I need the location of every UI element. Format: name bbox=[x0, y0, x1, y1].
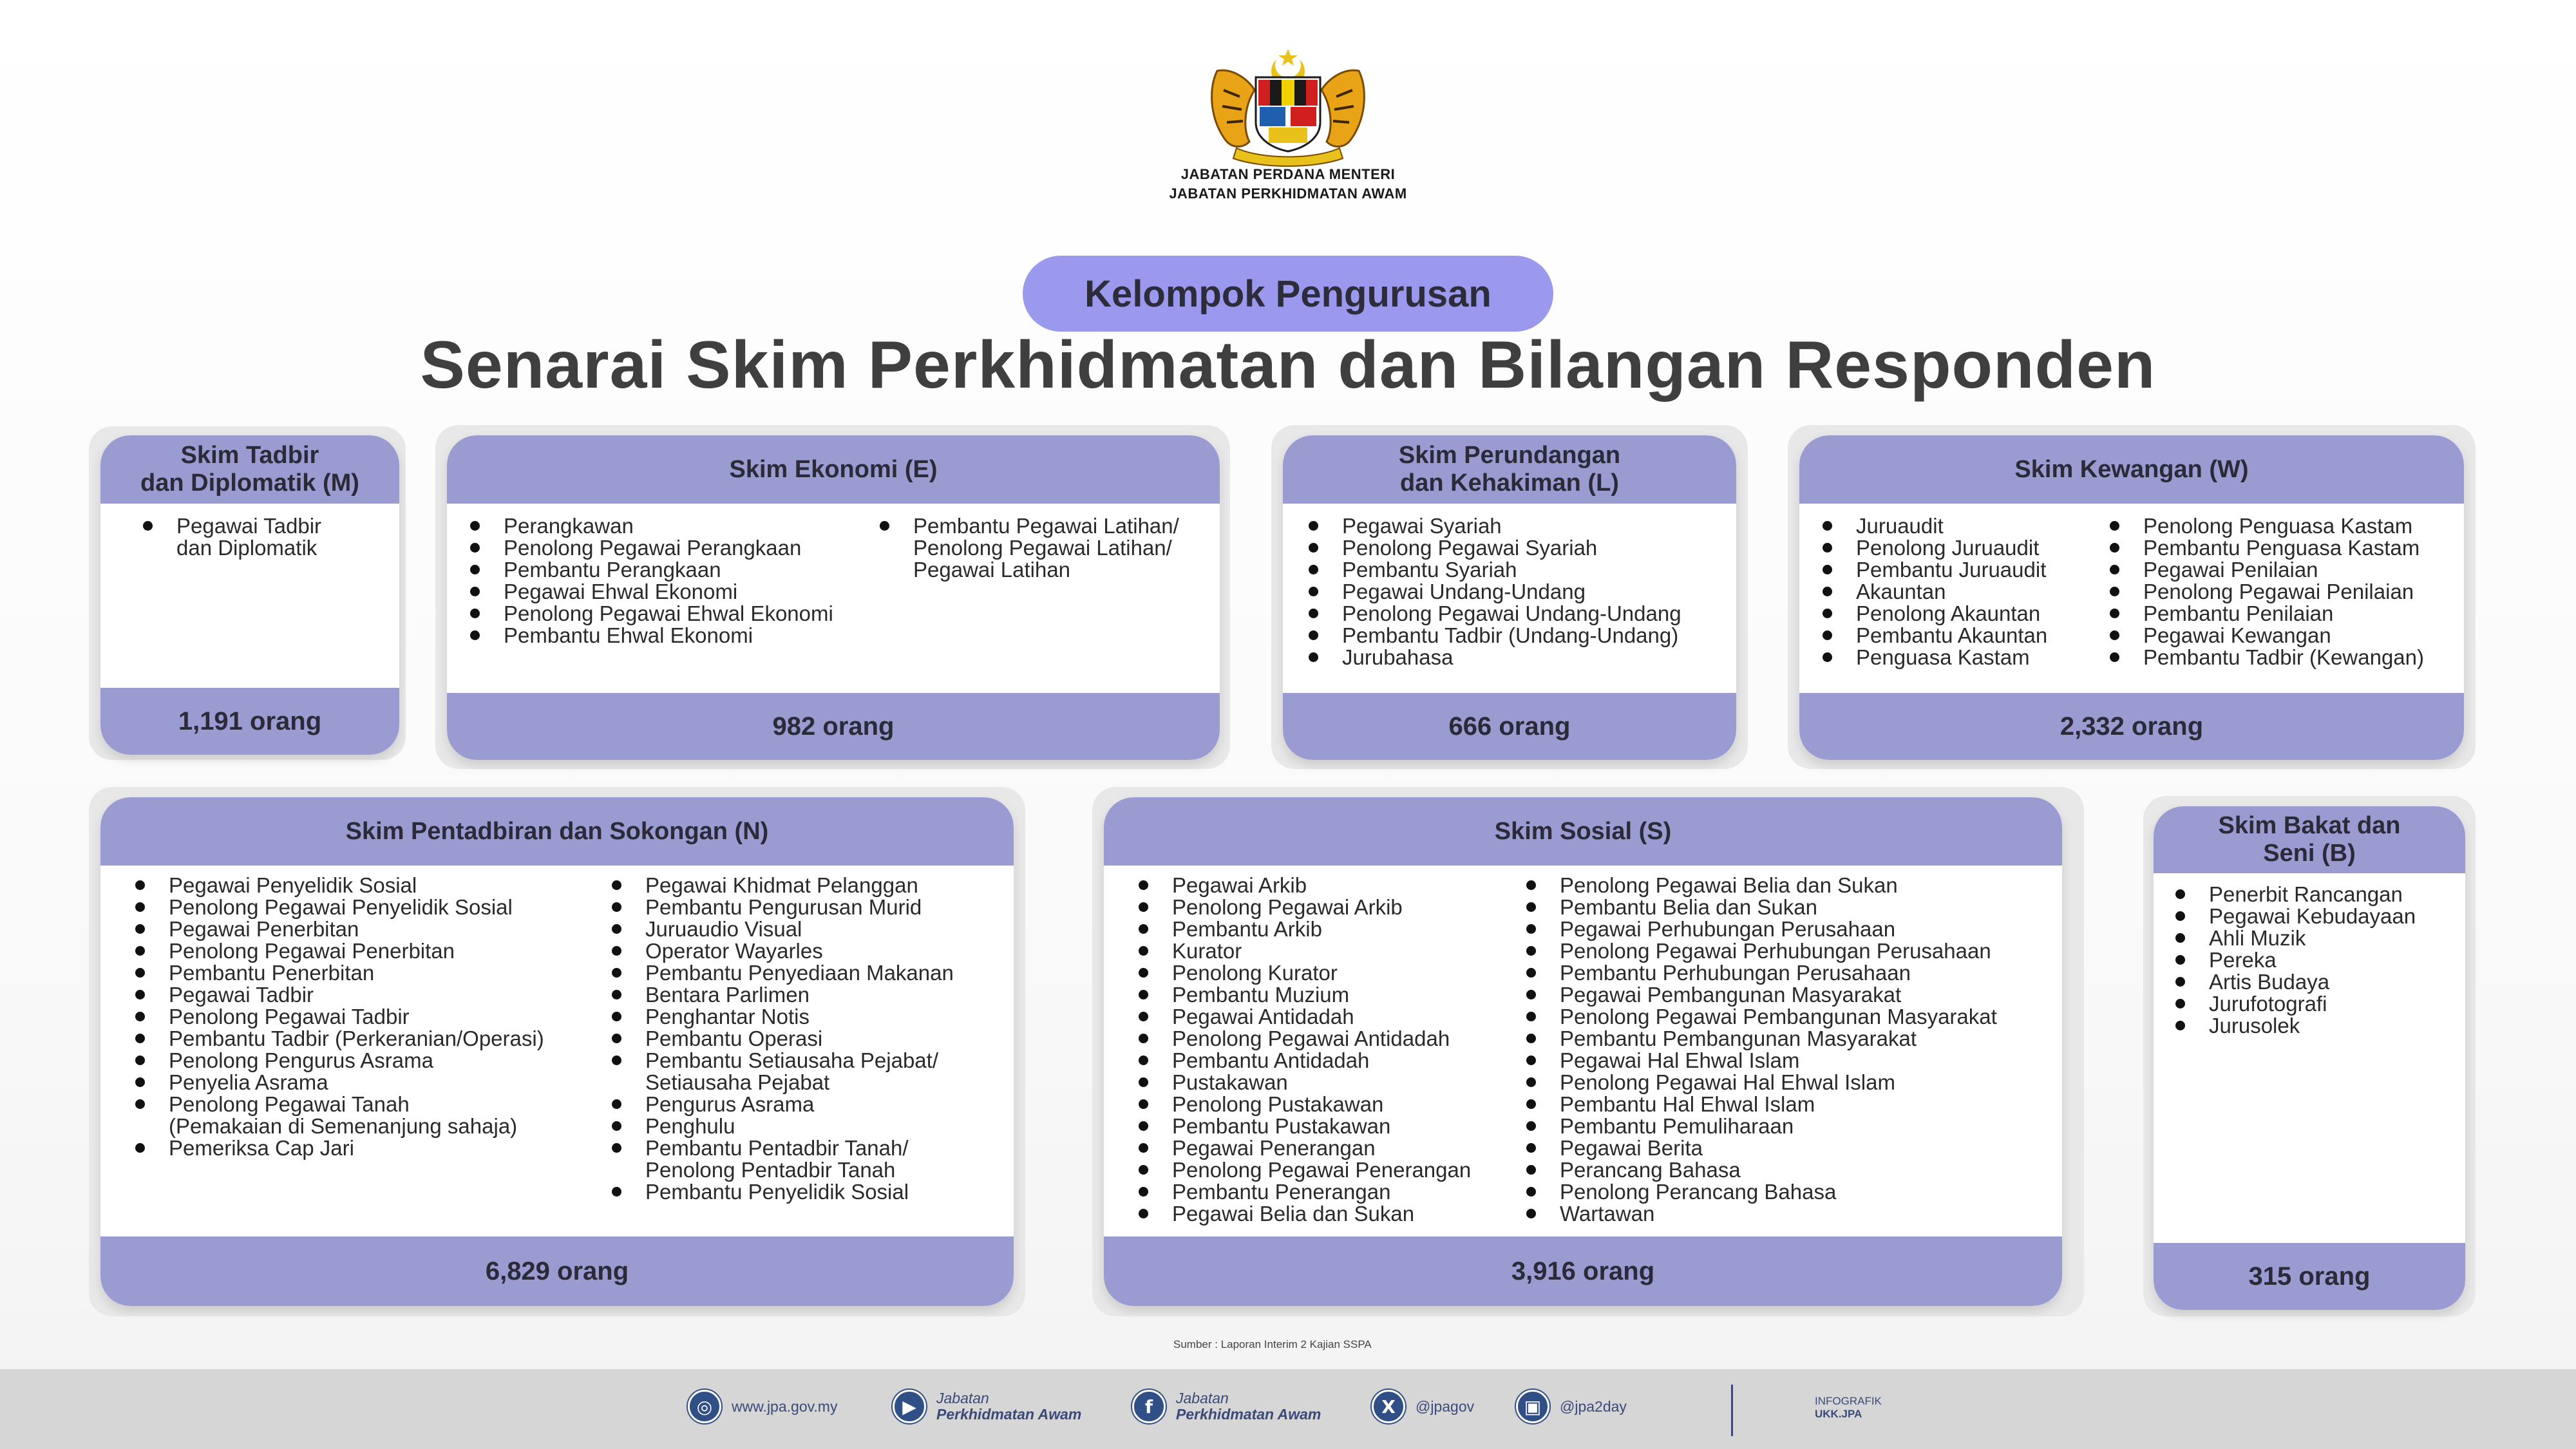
list-item: Penolong Pegawai Syariah bbox=[1306, 537, 1681, 559]
list-item: Pembantu Penyelidik Sosial bbox=[609, 1181, 954, 1203]
page-title: Senarai Skim Perkhidmatan dan Bilangan Responden bbox=[420, 328, 2156, 402]
list-item: Penolong Pegawai Tanah (Pemakaian di Semenanjung sahaja) bbox=[133, 1094, 544, 1137]
list-item: Pembantu Perangkaan bbox=[468, 559, 833, 581]
globe-icon: ◎ bbox=[688, 1390, 721, 1423]
list-item: Wartawan bbox=[1524, 1203, 1997, 1225]
list-item: Pembantu Tadbir (Perkeranian/Operasi) bbox=[133, 1028, 544, 1050]
card-l-list-col1 bbox=[1306, 515, 1681, 668]
list-item: Penolong Pegawai Arkib bbox=[1136, 896, 1471, 918]
card-s-title: Skim Sosial (S) bbox=[1104, 797, 2062, 866]
list-item: Pegawai Perhubungan Perusahaan bbox=[1524, 918, 1997, 940]
list-item: Penghantar Notis bbox=[609, 1006, 954, 1028]
list-item: Pegawai Khidmat Pelanggan bbox=[609, 875, 954, 896]
card-w-title: Skim Kewangan (W) bbox=[1799, 435, 2464, 504]
list-item: Penolong Pegawai Antidadah bbox=[1136, 1028, 1471, 1050]
card-n-count: 6,829 orang bbox=[100, 1236, 1014, 1306]
card-skim-w bbox=[1799, 435, 2464, 760]
list-item: Penerbit Rancangan bbox=[2173, 884, 2416, 905]
list-item: Pembantu Syariah bbox=[1306, 559, 1681, 581]
list-item: Pegawai Tadbir dan Diplomatik bbox=[140, 515, 321, 559]
list-item: Perangkawan bbox=[468, 515, 833, 537]
card-e-list-col1 bbox=[468, 515, 833, 647]
list-item: Pembantu Pembangunan Masyarakat bbox=[1524, 1028, 1997, 1050]
list-item: Penolong Pegawai Undang-Undang bbox=[1306, 603, 1681, 625]
list-item: Pembantu Juruaudit bbox=[1820, 559, 2047, 581]
card-skim-m bbox=[100, 435, 399, 755]
card-s-list-col2 bbox=[1524, 875, 1997, 1225]
list-item: Pembantu Pegawai Latihan/ Penolong Pegawai Latihan/ Pegawai Latihan bbox=[877, 515, 1179, 581]
footer-instagram-link[interactable] bbox=[1516, 1387, 1627, 1426]
list-item: Pembantu Penilaian bbox=[2107, 603, 2424, 625]
list-item: Penguasa Kastam bbox=[1820, 647, 2047, 668]
card-skim-n bbox=[100, 797, 1014, 1306]
facebook-icon: f bbox=[1132, 1390, 1166, 1423]
footer-instagram-text: @jpa2day bbox=[1560, 1397, 1627, 1415]
list-item: Bentara Parlimen bbox=[609, 984, 954, 1006]
list-item: Perancang Bahasa bbox=[1524, 1159, 1997, 1181]
list-item: Penolong Pegawai Tadbir bbox=[133, 1006, 544, 1028]
list-item: Pengurus Asrama bbox=[609, 1094, 954, 1115]
footer-website-text: www.jpa.gov.my bbox=[732, 1397, 838, 1415]
list-item: Kurator bbox=[1136, 940, 1471, 962]
footer-youtube-text bbox=[936, 1390, 1081, 1423]
list-item: Pembantu Pustakawan bbox=[1136, 1115, 1471, 1137]
list-item: Pembantu Operasi bbox=[609, 1028, 954, 1050]
card-skim-s bbox=[1104, 797, 2062, 1306]
list-item: Pereka bbox=[2173, 949, 2416, 971]
footer-youtube-line2: Perkhidmatan Awam bbox=[936, 1406, 1082, 1423]
card-b-list-col1 bbox=[2173, 884, 2416, 1037]
card-m-count: 1,191 orang bbox=[100, 688, 399, 755]
list-item: Pembantu Akauntan bbox=[1820, 625, 2047, 647]
source-note: Sumber : Laporan Interim 2 Kajian SSPA bbox=[1173, 1338, 1372, 1350]
footer-facebook-link[interactable] bbox=[1132, 1387, 1321, 1426]
list-item: Pembantu Hal Ehwal Islam bbox=[1524, 1094, 1997, 1115]
list-item: Penolong Pegawai Penyelidik Sosial bbox=[133, 896, 544, 918]
card-b-count: 315 orang bbox=[2154, 1243, 2465, 1310]
list-item: Penolong Perancang Bahasa bbox=[1524, 1181, 1997, 1203]
list-item: Penolong Pegawai Penerbitan bbox=[133, 940, 544, 962]
x-icon: X bbox=[1372, 1390, 1405, 1423]
card-n-list-col2 bbox=[609, 875, 954, 1203]
footer-website-link[interactable] bbox=[688, 1387, 837, 1426]
list-item: Akauntan bbox=[1820, 581, 2047, 603]
list-item: Pegawai Undang-Undang bbox=[1306, 581, 1681, 603]
footer-info-line2: UKK.JPA bbox=[1815, 1408, 1862, 1420]
list-item: Pegawai Penyelidik Sosial bbox=[133, 875, 544, 896]
footer-x-link[interactable] bbox=[1372, 1387, 1474, 1426]
group-label-pill: Kelompok Pengurusan bbox=[1023, 256, 1553, 332]
list-item: Pegawai Ehwal Ekonomi bbox=[468, 581, 833, 603]
list-item: Pembantu Antidadah bbox=[1136, 1050, 1471, 1072]
list-item: Pemeriksa Cap Jari bbox=[133, 1137, 544, 1159]
footer-facebook-line2: Perkhidmatan Awam bbox=[1176, 1406, 1321, 1423]
list-item: Penolong Pengurus Asrama bbox=[133, 1050, 544, 1072]
card-w-list-col2 bbox=[2107, 515, 2424, 668]
list-item: Penolong Pegawai Belia dan Sukan bbox=[1524, 875, 1997, 896]
youtube-icon: ▶ bbox=[893, 1390, 926, 1423]
list-item: Pembantu Belia dan Sukan bbox=[1524, 896, 1997, 918]
list-item: Pustakawan bbox=[1136, 1072, 1471, 1094]
list-item: Jurufotografi bbox=[2173, 993, 2416, 1015]
card-m-title: Skim Tadbir dan Diplomatik (M) bbox=[100, 435, 399, 504]
card-skim-l bbox=[1283, 435, 1736, 760]
list-item: Juruaudio Visual bbox=[609, 918, 954, 940]
list-item: Pembantu Penguasa Kastam bbox=[2107, 537, 2424, 559]
list-item: Penolong Pegawai Penerangan bbox=[1136, 1159, 1471, 1181]
card-s-count: 3,916 orang bbox=[1104, 1236, 2062, 1306]
list-item: Pembantu Penyediaan Makanan bbox=[609, 962, 954, 984]
list-item: Pegawai Kebudayaan bbox=[2173, 905, 2416, 927]
list-item: Pembantu Setiausaha Pejabat/ Setiausaha Pejabat bbox=[609, 1050, 954, 1094]
card-b-title: Skim Bakat dan Seni (B) bbox=[2154, 806, 2465, 873]
list-item: Pegawai Arkib bbox=[1136, 875, 1471, 896]
card-n-title: Skim Pentadbiran dan Sokongan (N) bbox=[100, 797, 1014, 866]
list-item: Ahli Muzik bbox=[2173, 927, 2416, 949]
footer-facebook-text bbox=[1176, 1390, 1321, 1423]
list-item: Jurusolek bbox=[2173, 1015, 2416, 1037]
list-item: Pegawai Belia dan Sukan bbox=[1136, 1203, 1471, 1225]
agency-name-line-2: JABATAN PERKHIDMATAN AWAM bbox=[1169, 185, 1407, 202]
footer-info-line1: INFOGRAFIK bbox=[1815, 1395, 1882, 1407]
list-item: Penyelia Asrama bbox=[133, 1072, 544, 1094]
list-item: Penolong Pegawai Penilaian bbox=[2107, 581, 2424, 603]
card-skim-b bbox=[2154, 806, 2465, 1310]
list-item: Pembantu Perhubungan Perusahaan bbox=[1524, 962, 1997, 984]
card-e-list-col2 bbox=[877, 515, 1179, 581]
list-item: Penolong Pegawai Hal Ehwal Islam bbox=[1524, 1072, 1997, 1094]
card-w-count: 2,332 orang bbox=[1799, 693, 2464, 760]
list-item: Pembantu Pentadbir Tanah/ Penolong Pentadbir Tanah bbox=[609, 1137, 954, 1181]
list-item: Pegawai Hal Ehwal Islam bbox=[1524, 1050, 1997, 1072]
instagram-icon: ▣ bbox=[1516, 1390, 1549, 1423]
card-s-list-col1 bbox=[1136, 875, 1471, 1225]
list-item: Penolong Juruaudit bbox=[1820, 537, 2047, 559]
list-item: Pegawai Penerangan bbox=[1136, 1137, 1471, 1159]
list-item: Pegawai Berita bbox=[1524, 1137, 1997, 1159]
footer-youtube-link[interactable] bbox=[893, 1387, 1081, 1426]
list-item: Penolong Pegawai Perangkaan bbox=[468, 537, 833, 559]
list-item: Pegawai Penerbitan bbox=[133, 918, 544, 940]
list-item: Penolong Pegawai Pembangunan Masyarakat bbox=[1524, 1006, 1997, 1028]
list-item: Pegawai Syariah bbox=[1306, 515, 1681, 537]
list-item: Penolong Kurator bbox=[1136, 962, 1471, 984]
list-item: Penolong Akauntan bbox=[1820, 603, 2047, 625]
list-item: Penolong Pegawai Perhubungan Perusahaan bbox=[1524, 940, 1997, 962]
card-skim-e bbox=[447, 435, 1220, 760]
footer-facebook-line1: Jabatan bbox=[1176, 1390, 1229, 1406]
list-item: Pembantu Penerangan bbox=[1136, 1181, 1471, 1203]
card-n-list-col1 bbox=[133, 875, 544, 1159]
list-item: Pegawai Penilaian bbox=[2107, 559, 2424, 581]
footer-infografik-label bbox=[1815, 1395, 1882, 1421]
card-w-list-col1 bbox=[1820, 515, 2047, 668]
list-item: Operator Wayarles bbox=[609, 940, 954, 962]
card-m-list-col1 bbox=[140, 515, 321, 559]
list-item: Pembantu Muzium bbox=[1136, 984, 1471, 1006]
list-item: Pembantu Tadbir (Undang-Undang) bbox=[1306, 625, 1681, 647]
list-item: Pembantu Ehwal Ekonomi bbox=[468, 625, 833, 647]
list-item: Penolong Pustakawan bbox=[1136, 1094, 1471, 1115]
list-item: Penolong Penguasa Kastam bbox=[2107, 515, 2424, 537]
agency-name-line-1: JABATAN PERDANA MENTERI bbox=[1180, 166, 1396, 182]
list-item: Pegawai Kewangan bbox=[2107, 625, 2424, 647]
list-item: Penolong Pegawai Ehwal Ekonomi bbox=[468, 603, 833, 625]
card-l-title: Skim Perundangan dan Kehakiman (L) bbox=[1283, 435, 1736, 504]
list-item: Pegawai Tadbir bbox=[133, 984, 544, 1006]
list-item: Pembantu Penerbitan bbox=[133, 962, 544, 984]
card-e-count: 982 orang bbox=[447, 693, 1220, 760]
list-item: Pegawai Antidadah bbox=[1136, 1006, 1471, 1028]
list-item: Pegawai Pembangunan Masyarakat bbox=[1524, 984, 1997, 1006]
list-item: Pembantu Pengurusan Murid bbox=[609, 896, 954, 918]
list-item: Pembantu Arkib bbox=[1136, 918, 1471, 940]
list-item: Pembantu Tadbir (Kewangan) bbox=[2107, 647, 2424, 668]
footer-x-text: @jpagov bbox=[1416, 1397, 1475, 1415]
card-e-title: Skim Ekonomi (E) bbox=[447, 435, 1220, 504]
card-l-count: 666 orang bbox=[1283, 693, 1736, 760]
footer-divider bbox=[1731, 1385, 1733, 1436]
list-item: Pembantu Pemuliharaan bbox=[1524, 1115, 1997, 1137]
list-item: Penghulu bbox=[609, 1115, 954, 1137]
coat-of-arms-logo bbox=[1204, 45, 1372, 167]
footer-youtube-line1: Jabatan bbox=[936, 1390, 989, 1406]
list-item: Jurubahasa bbox=[1306, 647, 1681, 668]
list-item: Juruaudit bbox=[1820, 515, 2047, 537]
list-item: Artis Budaya bbox=[2173, 971, 2416, 993]
